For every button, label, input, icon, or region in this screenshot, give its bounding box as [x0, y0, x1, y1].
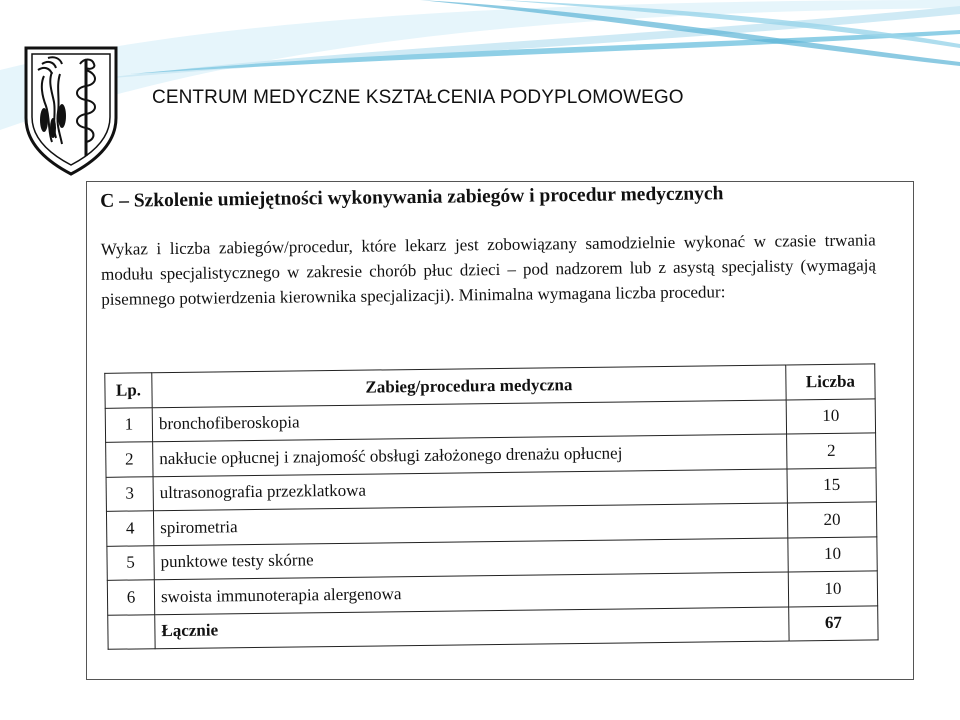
total-lp [108, 614, 155, 649]
total-count: 67 [789, 605, 878, 641]
row-procedure: bronchofiberoskopia [152, 400, 786, 442]
row-count: 2 [787, 433, 876, 469]
row-count: 10 [788, 536, 877, 572]
document-scan [86, 181, 914, 680]
row-procedure: nakłucie opłucnej i znajomość obsługi założonego drenażu opłucnej [153, 434, 787, 476]
crest-logo-icon [22, 46, 120, 176]
header-procedure: Zabieg/procedura medyczna [152, 365, 786, 407]
row-count: 10 [788, 571, 877, 607]
row-lp: 3 [106, 476, 153, 511]
row-count: 10 [786, 398, 875, 434]
section-title: C – Szkolenie umiejętności wykonywania zabiegów i procedur medycznych [100, 183, 724, 212]
row-lp: 2 [106, 442, 153, 477]
document-content [86, 181, 914, 680]
header-swoosh-decoration [0, 0, 960, 130]
row-procedure: punktowe testy skórne [154, 537, 788, 579]
row-lp: 4 [106, 511, 153, 546]
total-label: Łącznie [155, 606, 789, 648]
row-procedure: spirometria [153, 503, 787, 545]
header-lp: Lp. [105, 373, 152, 408]
intro-paragraph: Wykaz i liczba zabiegów/procedur, które lekarz jest zobowiązany samodzielnie wykonać w czasie trwania modułu specjalistycznego w zakresie chorób płuc dzieci – pod nadzorem lub z asystą specjalisty (wymagają pisemnego potwierdzenia kierownika specjalizacji). Minimalna wymagana liczba procedur: [100, 230, 877, 309]
row-procedure: ultrasonografia przezklatkowa [153, 468, 787, 510]
row-count: 15 [787, 467, 876, 503]
header-count: Liczba [786, 364, 875, 400]
row-count: 20 [787, 502, 876, 538]
header-title: CENTRUM MEDYCZNE KSZTAŁCENIA PODYPLOMOWEGO [152, 87, 684, 108]
row-lp: 6 [107, 580, 154, 615]
row-procedure: swoista immunoterapia alergenowa [154, 572, 788, 614]
row-lp: 5 [107, 545, 154, 580]
row-lp: 1 [105, 407, 152, 442]
procedures-table [104, 363, 878, 649]
